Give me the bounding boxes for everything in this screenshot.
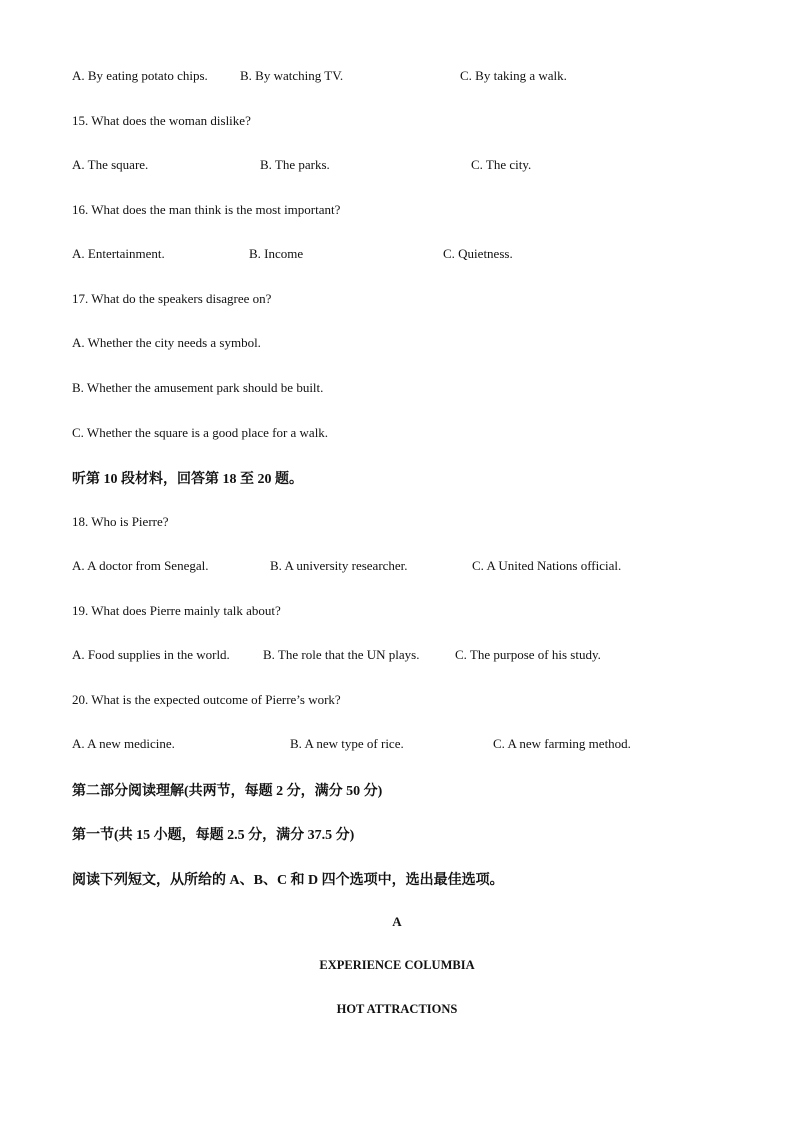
q18-option-b: B. A university researcher. bbox=[270, 558, 408, 573]
q15-question: 15. What does the woman dislike? bbox=[72, 113, 251, 128]
reading-instructions: 阅读下列短文，从所给的 A、B、C 和 D 四个选项中，选出最佳选项。 bbox=[72, 873, 504, 888]
q16-option-b: B. Income bbox=[249, 246, 304, 261]
q18-option-c: C. A United Nations official. bbox=[472, 558, 622, 573]
q14-option-b: B. By watching TV. bbox=[240, 68, 344, 83]
q20-option-a: A. A new medicine. bbox=[72, 736, 175, 751]
q17-option-b: B. Whether the amusement park should be built. bbox=[72, 380, 324, 395]
section-1-title: 第一节(共 15 小题，每题 2.5 分，满分 37.5 分) bbox=[72, 828, 355, 843]
passage-title: EXPERIENCE COLUMBIA bbox=[319, 958, 475, 972]
q20-question: 20. What is the expected outcome of Pierre’s work? bbox=[72, 692, 341, 707]
q16-question: 16. What does the man think is the most important? bbox=[72, 202, 341, 217]
q17-question: 17. What do the speakers disagree on? bbox=[72, 291, 272, 306]
q20-option-b: B. A new type of rice. bbox=[290, 736, 404, 751]
q18-question: 18. Who is Pierre? bbox=[72, 514, 169, 529]
q14-option-c: C. By taking a walk. bbox=[460, 68, 567, 83]
q20-option-c: C. A new farming method. bbox=[493, 736, 631, 751]
q18-option-a: A. A doctor from Senegal. bbox=[72, 558, 209, 573]
q15-option-c: C. The city. bbox=[471, 157, 532, 172]
q19-question: 19. What does Pierre mainly talk about? bbox=[72, 603, 281, 618]
q17-option-a: A. Whether the city needs a symbol. bbox=[72, 335, 261, 350]
part-2-title: 第二部分阅读理解(共两节，每题 2 分，满分 50 分) bbox=[72, 784, 383, 799]
q14-option-a: A. By eating potato chips. bbox=[72, 68, 208, 83]
passage-subtitle: HOT ATTRACTIONS bbox=[336, 1002, 458, 1016]
q16-option-c: C. Quietness. bbox=[443, 246, 513, 261]
passage-letter: A bbox=[392, 914, 402, 929]
q16-option-a: A. Entertainment. bbox=[72, 246, 165, 261]
q15-option-b: B. The parks. bbox=[260, 157, 330, 172]
q19-option-a: A. Food supplies in the world. bbox=[72, 647, 230, 662]
section-10-heading: 听第 10 段材料，回答第 18 至 20 题。 bbox=[72, 472, 303, 487]
q19-option-c: C. The purpose of his study. bbox=[455, 647, 601, 662]
q19-option-b: B. The role that the UN plays. bbox=[263, 647, 420, 662]
q15-option-a: A. The square. bbox=[72, 157, 149, 172]
q17-option-c: C. Whether the square is a good place for a walk. bbox=[72, 425, 329, 440]
